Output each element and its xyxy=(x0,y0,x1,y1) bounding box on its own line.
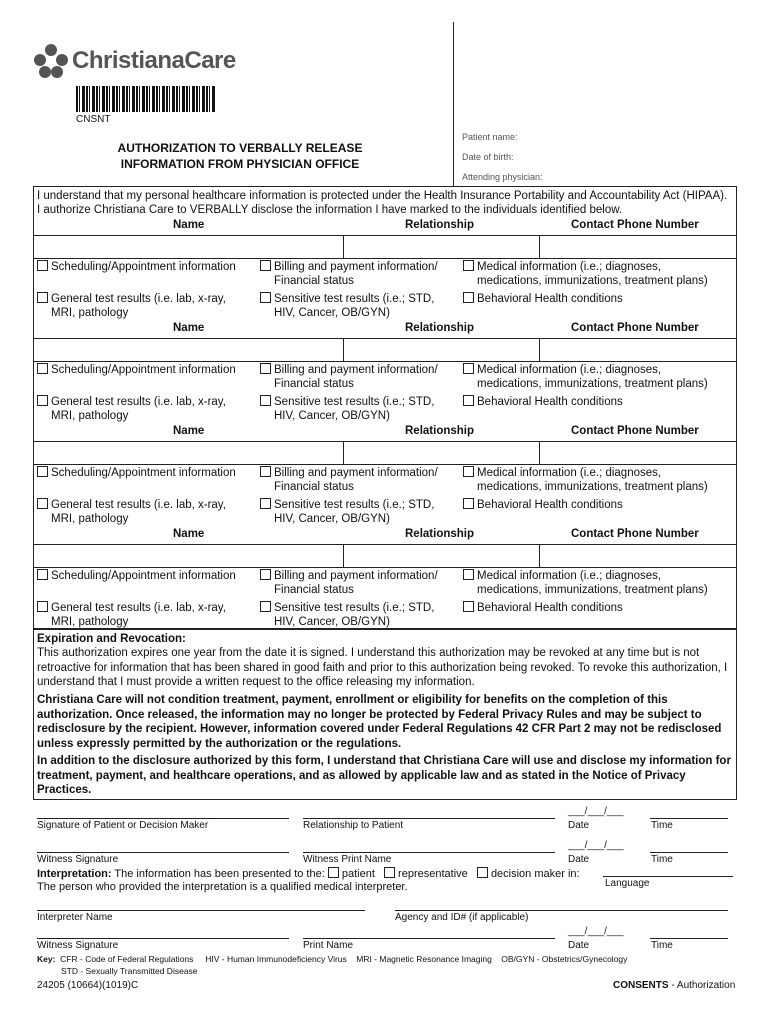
form-category: CONSENTS - Authorization xyxy=(613,980,736,991)
dob-field[interactable]: Date of birth: xyxy=(462,152,514,162)
time-line[interactable] xyxy=(650,852,728,853)
disclosure-text: In addition to the disclosure authorized by this form, I understand that Christiana Care will use and disclose my information for treatment, payment, and healthcare operations, and as allowed by applicable law and as stated in the Notice of Privacy Practices. xyxy=(37,755,731,796)
behavioral-option[interactable]: Behavioral Health conditions xyxy=(463,395,623,409)
billing-option[interactable]: Billing and payment information/ Financial status xyxy=(260,260,438,288)
agency-label: Agency and ID# (if applicable) xyxy=(395,912,529,923)
header-divider xyxy=(453,22,454,186)
time-line[interactable] xyxy=(650,818,728,819)
abbreviation-key: Key: CFR - Code of Federal Regulations HIV - Human Immunodeficiency Virus MRI - Magnetic Resonance Imaging OB/GYN - Obstetrics/Gynecology STD - Sexually Transmitted Disease xyxy=(37,954,628,976)
physician-field[interactable]: Attending physician: xyxy=(462,172,543,182)
table-header: Name Relationship Contact Phone Number xyxy=(173,219,699,231)
billing-option[interactable]: Billing and payment information/ Financial status xyxy=(260,569,438,597)
general-tests-option[interactable]: General test results (i.e. lab, x-ray, MRI, pathology xyxy=(37,395,226,423)
scheduling-option[interactable]: Scheduling/Appointment information xyxy=(37,466,236,480)
time-label: Time xyxy=(651,940,673,951)
behavioral-option[interactable]: Behavioral Health conditions xyxy=(463,498,623,512)
interpretation-row: Interpretation: The information has been presented to the: patient representative decision maker in: xyxy=(37,868,580,880)
relationship-label: Relationship to Patient xyxy=(303,820,404,831)
time-label: Time xyxy=(651,820,673,831)
date-blank[interactable]: ___/___/___ xyxy=(568,806,624,817)
table-header: Name Relationship Contact Phone Number xyxy=(173,425,699,437)
conditions-text: Christiana Care will not condition treatment, payment, enrollment or eligibility for benefits on the completion of this authorization. Once released, the information may no longer be protected by Federal Privacy Rules and may be subject to redisclosure by the recipient. However, information covered under Federal Regulations 42 CFR Part 2 may not be redisclosed unless expressly permitted by the authorization or the regulations. xyxy=(37,694,722,750)
intro-text: I understand that my personal healthcare information is protected under the Health Insurance Portability and Accountability Act (HIPAA). I authorize Christiana Care to VERBALLY disclose the information I have marked to the individuals identified below. xyxy=(37,190,728,216)
print-name-label: Print Name xyxy=(303,940,354,951)
recipient-entry-row[interactable] xyxy=(33,338,736,362)
representative-checkbox[interactable]: representative xyxy=(384,868,468,880)
time-line[interactable] xyxy=(650,938,728,939)
witness-signature-line[interactable] xyxy=(37,938,289,939)
table-header: Name Relationship Contact Phone Number xyxy=(173,528,699,540)
date-blank[interactable]: ___/___/___ xyxy=(568,840,624,851)
language-label: Language xyxy=(605,878,650,889)
witness-signature-label: Witness Signature xyxy=(37,854,119,865)
sensitive-tests-option[interactable]: Sensitive test results (i.e.; STD, HIV, Cancer, OB/GYN) xyxy=(260,395,434,423)
sensitive-tests-option[interactable]: Sensitive test results (i.e.; STD, HIV, Cancer, OB/GYN) xyxy=(260,601,434,629)
form-id: 24205 (10664)(1019)C xyxy=(37,980,139,991)
barcode xyxy=(76,86,216,112)
witness-signature-label: Witness Signature xyxy=(37,940,119,951)
table-header: Name Relationship Contact Phone Number xyxy=(173,322,699,334)
interpreter-name-line[interactable] xyxy=(37,910,365,911)
witness-print-label: Witness Print Name xyxy=(303,854,392,865)
sensitive-tests-option[interactable]: Sensitive test results (i.e.; STD, HIV, Cancer, OB/GYN) xyxy=(260,498,434,526)
expiration-text: This authorization expires one year from the date it is signed. I understand this authorization may be revoked at any time but is not retroactive for information that has been shared in good faith and prior to this authorization being revoked. To revoke this authorization, I understand that I must provide a written request to the office releasing my information. xyxy=(37,647,728,688)
medical-option[interactable]: Medical information (i.e.; diagnoses, medications, immunizations, treatment plans) xyxy=(463,363,708,391)
billing-option[interactable]: Billing and payment information/ Financial status xyxy=(260,466,438,494)
sensitive-tests-option[interactable]: Sensitive test results (i.e.; STD, HIV, Cancer, OB/GYN) xyxy=(260,292,434,320)
recipient-entry-row[interactable] xyxy=(33,544,736,568)
medical-option[interactable]: Medical information (i.e.; diagnoses, medications, immunizations, treatment plans) xyxy=(463,466,708,494)
date-label: Date xyxy=(568,854,590,865)
logo-text: ChristianaCare xyxy=(72,47,236,74)
scheduling-option[interactable]: Scheduling/Appointment information xyxy=(37,569,236,583)
expiration-heading: Expiration and Revocation: xyxy=(37,633,186,645)
scheduling-option[interactable]: Scheduling/Appointment information xyxy=(37,260,236,274)
patient-signature-label: Signature of Patient or Decision Maker xyxy=(37,820,209,831)
general-tests-option[interactable]: General test results (i.e. lab, x-ray, MRI, pathology xyxy=(37,498,226,526)
qualified-interpreter-text: The person who provided the interpretation is a qualified medical interpreter. xyxy=(37,881,408,893)
recipient-entry-row[interactable] xyxy=(33,235,736,259)
witness-signature-line[interactable] xyxy=(37,852,289,853)
medical-option[interactable]: Medical information (i.e.; diagnoses, medications, immunizations, treatment plans) xyxy=(463,260,708,288)
patient-name-field[interactable]: Patient name: xyxy=(462,132,518,142)
recipient-entry-row[interactable] xyxy=(33,441,736,465)
behavioral-option[interactable]: Behavioral Health conditions xyxy=(463,292,623,306)
witness-print-line[interactable] xyxy=(303,852,555,853)
general-tests-option[interactable]: General test results (i.e. lab, x-ray, MRI, pathology xyxy=(37,292,226,320)
patient-checkbox[interactable]: patient xyxy=(328,868,375,880)
date-label: Date xyxy=(568,940,590,951)
relationship-line[interactable] xyxy=(303,818,555,819)
form-title: AUTHORIZATION TO VERBALLY RELEASE INFORMATION FROM PHYSICIAN OFFICE xyxy=(117,141,363,171)
behavioral-option[interactable]: Behavioral Health conditions xyxy=(463,601,623,615)
decision-maker-checkbox[interactable]: decision maker in: xyxy=(477,868,580,880)
date-label: Date xyxy=(568,820,590,831)
billing-option[interactable]: Billing and payment information/ Financial status xyxy=(260,363,438,391)
logo xyxy=(34,44,236,78)
barcode-label: CNSNT xyxy=(76,114,111,125)
time-label: Time xyxy=(651,854,673,865)
patient-signature-line[interactable] xyxy=(37,818,289,819)
interpreter-name-label: Interpreter Name xyxy=(37,912,113,923)
scheduling-option[interactable]: Scheduling/Appointment information xyxy=(37,363,236,377)
date-blank[interactable]: ___/___/___ xyxy=(568,926,624,937)
language-line[interactable] xyxy=(603,876,733,877)
general-tests-option[interactable]: General test results (i.e. lab, x-ray, MRI, pathology xyxy=(37,601,226,629)
agency-line[interactable] xyxy=(395,910,728,911)
medical-option[interactable]: Medical information (i.e.; diagnoses, medications, immunizations, treatment plans) xyxy=(463,569,708,597)
logo-star-icon xyxy=(34,44,68,78)
print-name-line[interactable] xyxy=(303,938,555,939)
